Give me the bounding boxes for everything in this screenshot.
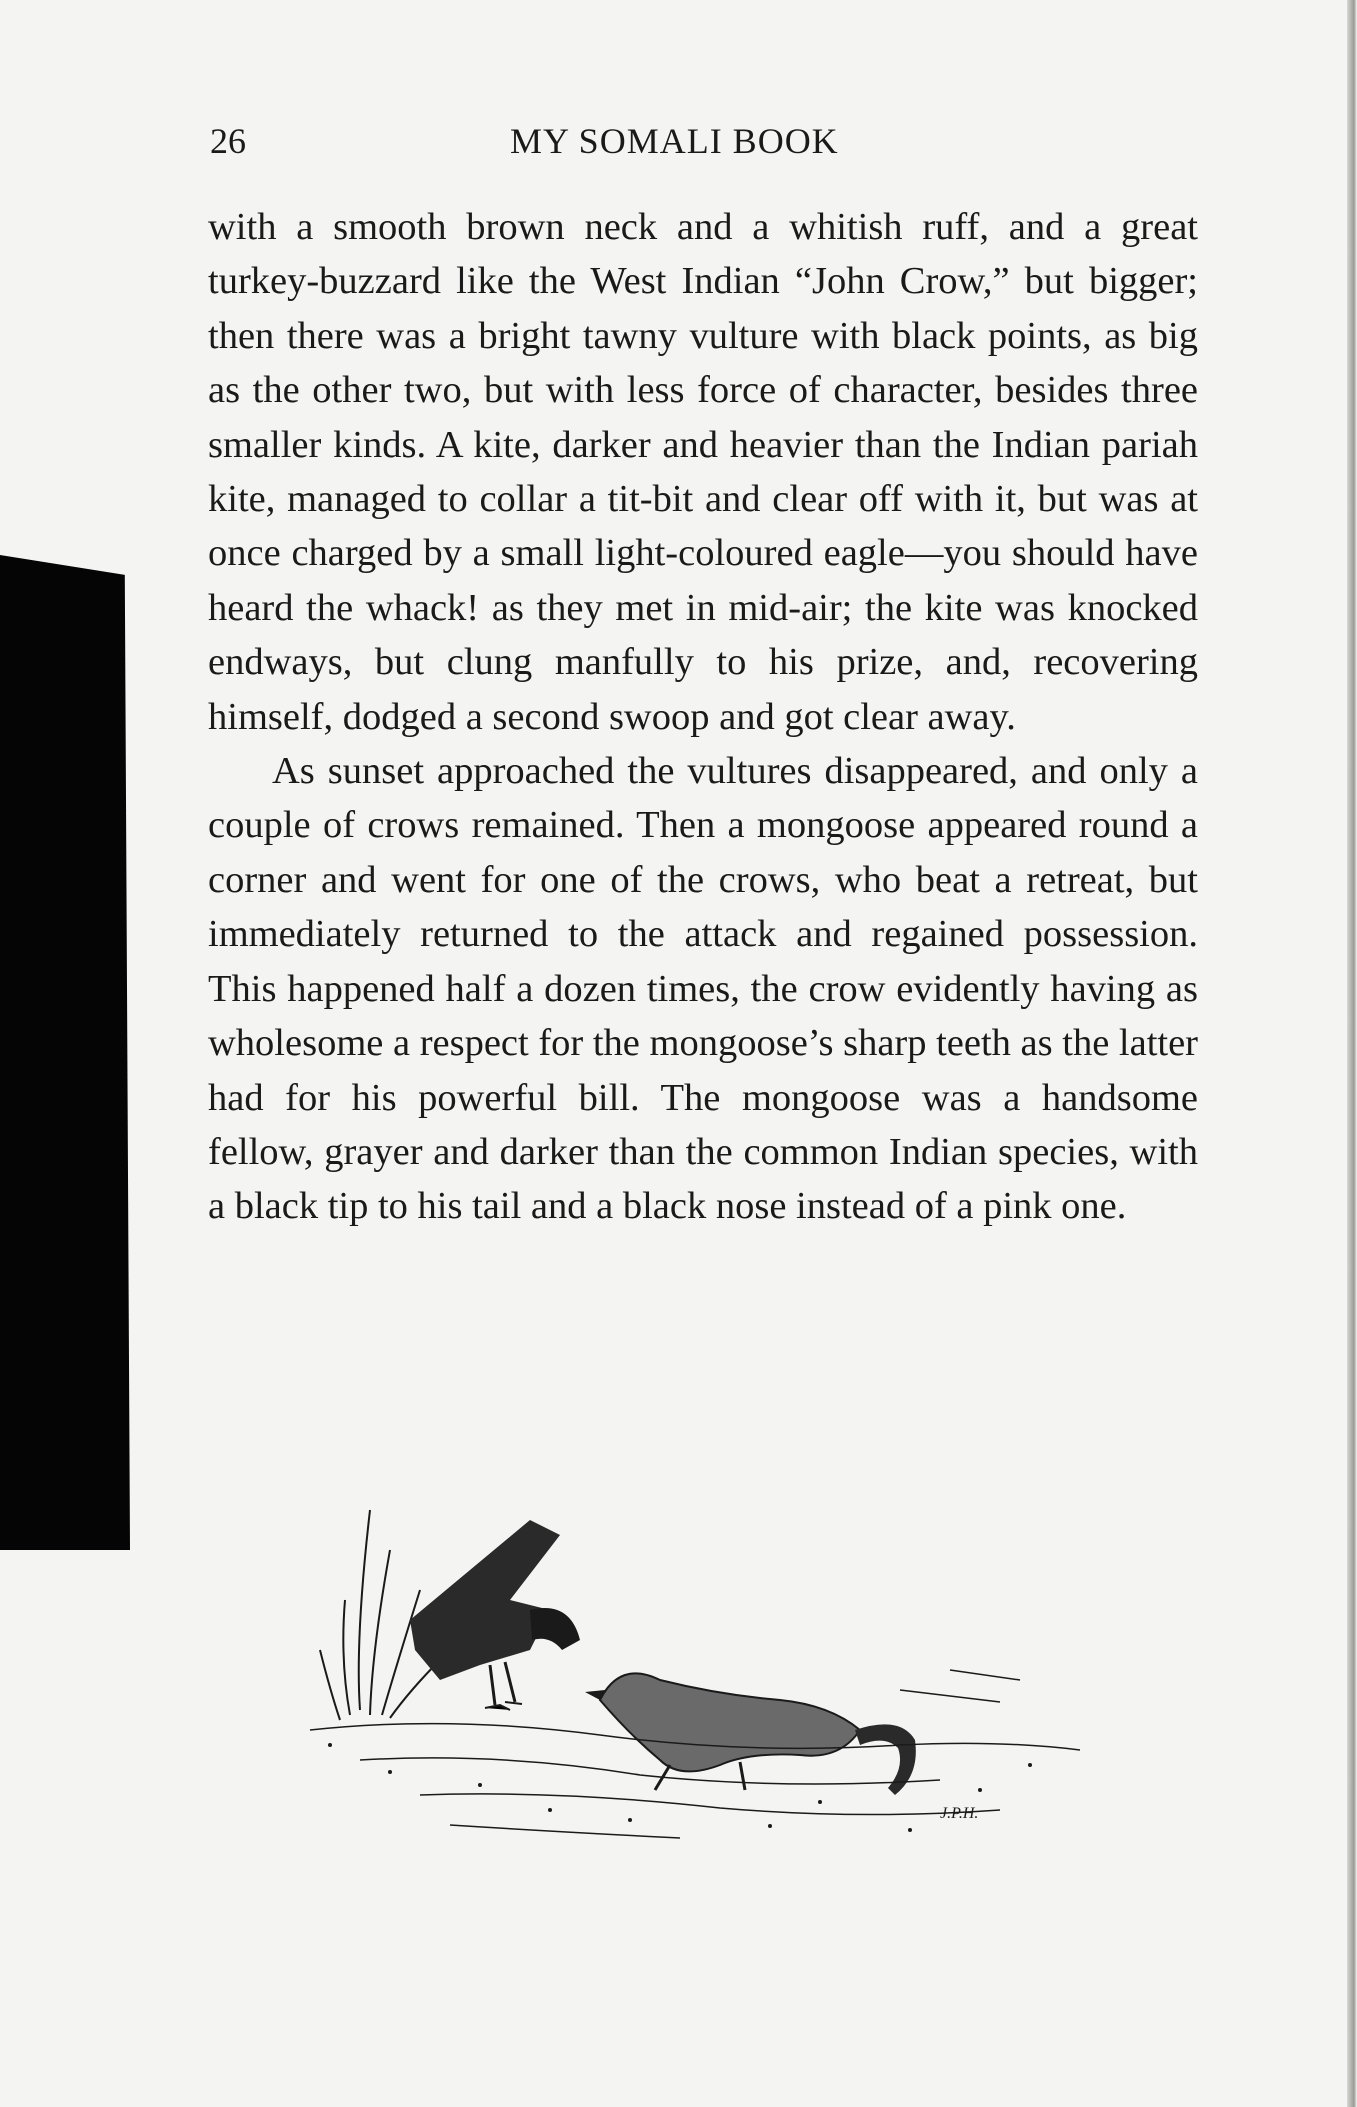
artist-signature: J.P.H. [940, 1805, 979, 1822]
scan-black-margin [0, 555, 130, 1550]
mongoose [585, 1673, 916, 1795]
crow [410, 1520, 580, 1710]
book-title: MY SOMALI BOOK [510, 121, 839, 161]
crow-and-mongoose-illustration [300, 1490, 1090, 1850]
body-text [208, 200, 1198, 1234]
paragraph: with a smooth brown neck and a whitish ruff, and a great turkey-buzzard like the West Indian “John Crow,” but bigger; then there was a bright tawny vulture with black points, as big as the other two, but with less force of character, besides three smaller kinds. A kite, darker and heavier than the Indian pariah kite, managed to collar a tit-bit and clear off with it, but was at once charged by a small light-coloured eagle—you should have heard the whack! as they met in mid-air; the kite was knocked endways, but clung manfully to his prize, and, recovering himself, dodged a second swoop and got clear away. [208, 206, 1198, 738]
running-head [210, 120, 1200, 170]
paragraph: As sunset approached the vultures disappeared, and only a couple of crows remained. Then a mongoose appeared round a corner and went for one of the crows, who beat a retreat, but immediately returned to the attack and regained possession. This happened half a dozen times, the crow evidently having as wholesome a respect for the mongoose’s sharp teeth as the latter had for his powerful bill. The mongoose was a handsome fellow, grayer and darker than the common Indian species, with a black tip to his tail and a black nose instead of a pink one. [208, 750, 1198, 1228]
page-number: 26 [210, 121, 246, 161]
page-edge [1347, 0, 1357, 2107]
